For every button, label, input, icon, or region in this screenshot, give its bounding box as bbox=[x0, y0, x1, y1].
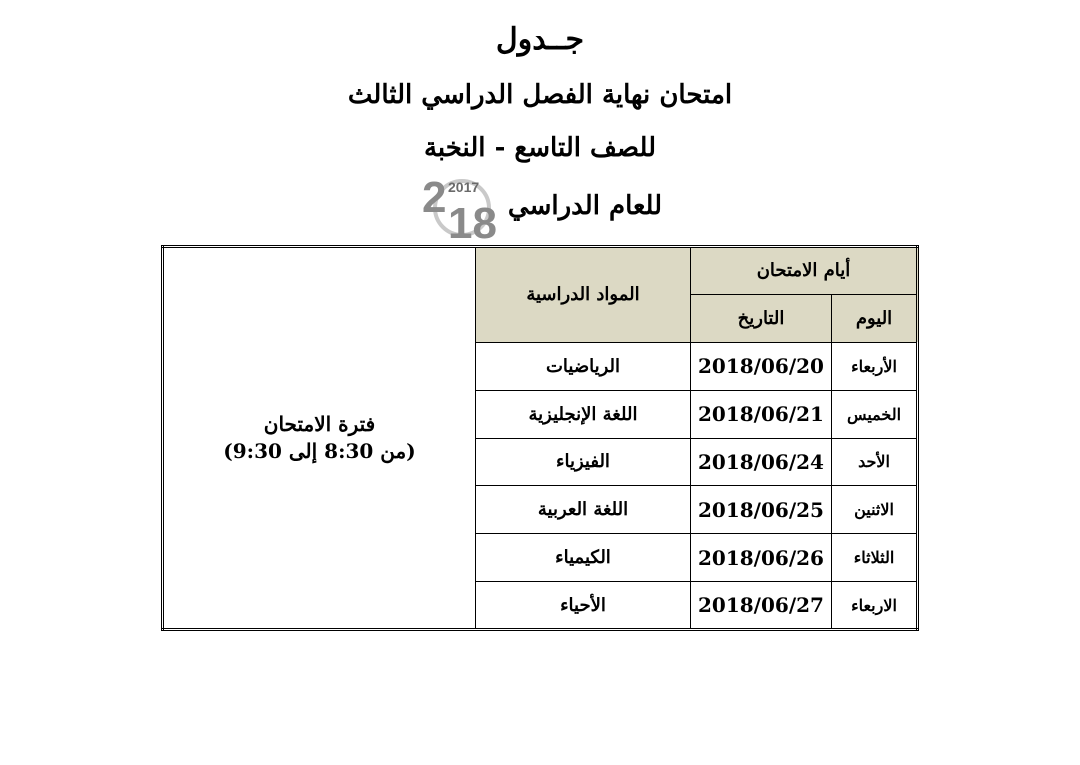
day-header: اليوم bbox=[832, 294, 918, 342]
logo-year-2017: 2017 bbox=[447, 178, 480, 195]
date-header: التاريخ bbox=[690, 294, 831, 342]
academic-year-line bbox=[0, 168, 1080, 243]
logo-digits-18: 18 bbox=[447, 198, 497, 242]
subject-cell: اللغة العربية bbox=[475, 486, 690, 534]
subject-cell: الأحياء bbox=[475, 582, 690, 630]
exam-period-cell bbox=[163, 247, 476, 630]
table-header-row bbox=[163, 247, 918, 295]
exam-days-header: أيام الامتحان bbox=[690, 247, 917, 295]
exam-period-label: فترة الامتحان bbox=[263, 412, 376, 436]
academic-year-label: للعام الدراسي bbox=[507, 190, 663, 221]
exam-title: امتحان نهاية الفصل الدراسي الثالث bbox=[347, 80, 733, 110]
date-cell: 2018/06/26 bbox=[698, 545, 824, 570]
subject-cell: اللغة الإنجليزية bbox=[475, 390, 690, 438]
day-cell: الخميس bbox=[832, 390, 918, 438]
subjects-header: المواد الدراسية bbox=[475, 247, 690, 343]
date-cell: 2018/06/20 bbox=[698, 354, 824, 379]
subject-cell: الكيمياء bbox=[475, 534, 690, 582]
day-cell: الاربعاء bbox=[832, 582, 918, 630]
exam-period-time: (من 8:30 إلى 9:30) bbox=[223, 439, 416, 463]
logo-digit-2: 2 bbox=[421, 172, 447, 222]
date-cell: 2018/06/21 bbox=[698, 402, 824, 427]
date-cell: 2018/06/27 bbox=[698, 593, 824, 618]
year-2017-2018-logo bbox=[418, 170, 498, 242]
day-cell: الاثنين bbox=[832, 486, 918, 534]
grade-title: للصف التاسع - النخبة bbox=[423, 133, 657, 163]
exam-schedule-table bbox=[161, 245, 919, 631]
schedule-heading: جــدول bbox=[495, 22, 585, 57]
date-cell: 2018/06/24 bbox=[698, 449, 824, 474]
date-cell: 2018/06/25 bbox=[698, 497, 824, 522]
subject-cell: الرياضيات bbox=[475, 342, 690, 390]
day-cell: الأربعاء bbox=[832, 342, 918, 390]
day-cell: الثلاثاء bbox=[832, 534, 918, 582]
subject-cell: الفيزياء bbox=[475, 438, 690, 486]
day-cell: الأحد bbox=[832, 438, 918, 486]
